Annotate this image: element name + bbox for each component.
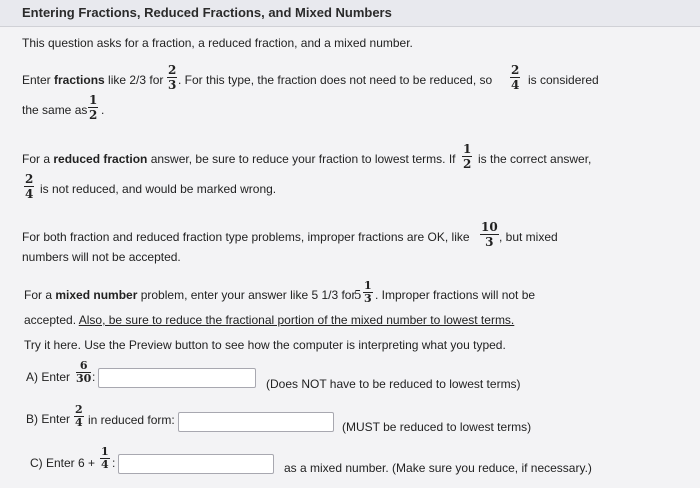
fraction-2-4: $\frac{2}{4}$	[25, 172, 34, 201]
question-a-note: (Does NOT have to be reduced to lowest terms)	[266, 377, 521, 391]
p1-line1-middle: . For this type, the fraction does not need to be reduced, so	[178, 73, 493, 87]
question-a-suffix: :	[92, 370, 96, 384]
page-title: Entering Fractions, Reduced Fractions, and Mixed Numbers	[22, 5, 392, 20]
question-c-suffix: :	[112, 456, 116, 470]
question-b-label: B) Enter	[26, 412, 71, 426]
question-header	[0, 0, 700, 27]
fraction-2-4: $\frac{2}{4}$	[511, 63, 520, 92]
question-b-suffix: in reduced form:	[88, 413, 175, 427]
fraction-6-30: $\frac{6}{30}$	[76, 359, 92, 385]
p1-line2: the same as	[22, 103, 88, 117]
fraction-1-3: $\frac{1}{3}$	[364, 279, 372, 305]
fraction-2-4: $\frac{2}{4}$	[75, 403, 83, 429]
p2-line1-end: is the correct answer,	[478, 152, 592, 166]
p4-line1-end: . Improper fractions will not be	[375, 288, 536, 302]
p2-line2: is not reduced, and would be marked wrong.	[40, 182, 277, 196]
question-a-label: A) Enter	[26, 370, 71, 384]
p4-line2: accepted. Also, be sure to reduce the fractional portion of the mixed number to lowest terms.	[24, 313, 515, 327]
fraction-1-2: $\frac{1}{2}$	[463, 142, 472, 171]
mixed-whole: 5	[354, 288, 362, 302]
answer-b-input[interactable]	[178, 412, 334, 432]
question-b-note: (MUST be reduced to lowest terms)	[342, 420, 532, 434]
p2-line1-start: For a reduced fraction answer, be sure to reduce your fraction to lowest terms. If	[22, 152, 456, 166]
p1-line1-start: Enter fractions like 2/3 for	[22, 73, 164, 87]
fraction-1-2: $\frac{1}{2}$	[89, 93, 98, 122]
p1-period: .	[101, 103, 105, 117]
p4-line1-start: For a mixed number problem, enter your answer like 5 1/3 for	[24, 288, 356, 302]
fraction-2-3: $\frac{2}{3}$	[168, 63, 177, 92]
p1-line1-end: is considered	[528, 73, 599, 87]
question-c-label: C) Enter 6 +	[30, 456, 96, 470]
answer-c-input[interactable]	[118, 454, 274, 474]
answer-a-input[interactable]	[98, 368, 256, 388]
p3-line2: numbers will not be accepted.	[22, 250, 181, 264]
question-c-note: as a mixed number. (Make sure you reduce, if necessary.)	[284, 461, 592, 475]
p3-line1-end: , but mixed	[499, 230, 558, 244]
fraction-10-3: $\frac{10}{3}$	[481, 220, 498, 249]
p4-line3: Try it here. Use the Preview button to see how the computer is interpreting what you typed.	[24, 338, 506, 352]
fraction-1-4: $\frac{1}{4}$	[101, 445, 109, 471]
p3-line1-start: For both fraction and reduced fraction type problems, improper fractions are OK, like	[22, 230, 470, 244]
intro-text: This question asks for a fraction, a reduced fraction, and a mixed number.	[22, 36, 413, 50]
